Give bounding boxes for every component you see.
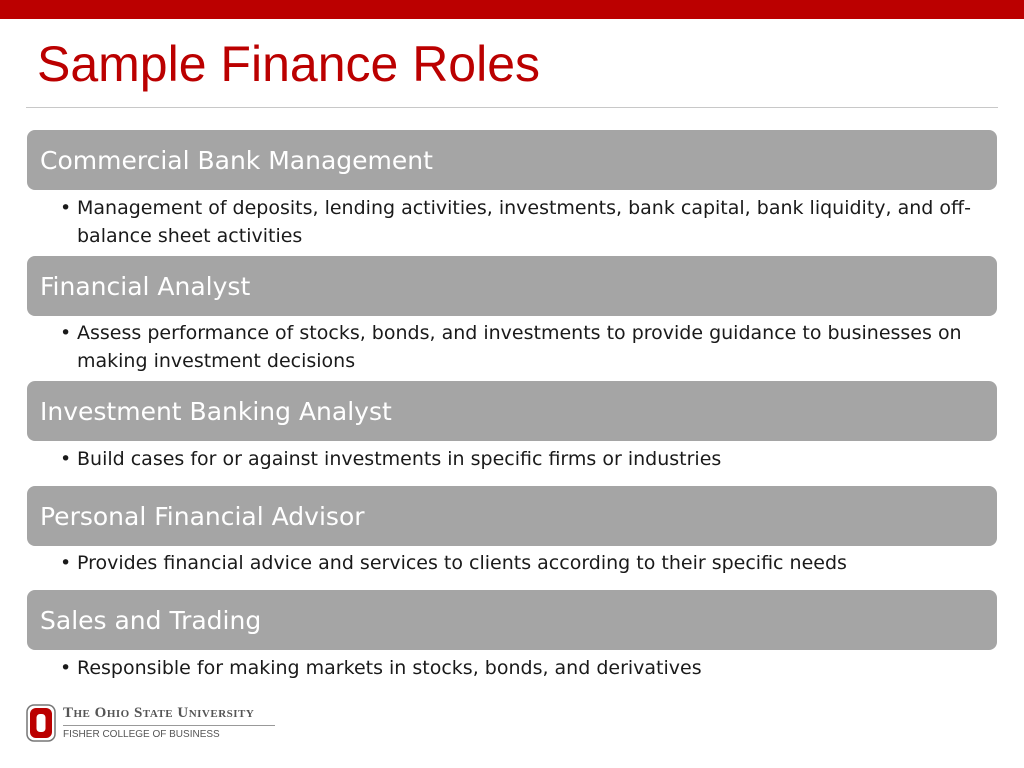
footer-college-name: FISHER COLLEGE OF BUSINESS <box>63 729 220 740</box>
role-name: Investment Banking Analyst <box>40 396 392 426</box>
role-description-sales-and-trading <box>60 654 980 682</box>
bullet-icon: • <box>60 322 72 344</box>
role-description-text: Responsible for making markets in stocks, bonds, and derivatives <box>77 657 702 679</box>
ohio-state-block-o-logo-icon <box>26 704 56 742</box>
bullet-icon: • <box>60 552 72 574</box>
footer-divider <box>63 725 275 726</box>
role-description-commercial-bank-management <box>60 194 980 250</box>
role-header-commercial-bank-management <box>27 130 997 190</box>
role-description-text: Build cases for or against investments in specific firms or industries <box>77 448 722 470</box>
role-description-personal-financial-advisor <box>60 549 980 577</box>
role-description-text: Assess performance of stocks, bonds, and investments to provide guidance to businesses on making investment decisions <box>77 322 962 372</box>
role-description-text: Provides financial advice and services to clients according to their specific needs <box>77 552 847 574</box>
role-name: Financial Analyst <box>40 271 251 301</box>
role-header-sales-and-trading <box>27 590 997 650</box>
title-divider <box>26 107 998 108</box>
role-description-text: Management of deposits, lending activities, investments, bank capital, bank liquidity, and off-balance sheet activities <box>77 197 971 247</box>
role-description-investment-banking-analyst <box>60 445 980 473</box>
role-header-financial-analyst <box>27 256 997 316</box>
role-header-personal-financial-advisor <box>27 486 997 546</box>
role-header-investment-banking-analyst <box>27 381 997 441</box>
role-name: Sales and Trading <box>40 605 262 635</box>
bullet-icon: • <box>60 197 72 219</box>
slide-title: Sample Finance Roles <box>37 36 541 92</box>
bullet-icon: • <box>60 448 72 470</box>
role-name: Personal Financial Advisor <box>40 501 365 531</box>
role-name: Commercial Bank Management <box>40 145 433 175</box>
top-accent-bar <box>0 0 1024 19</box>
bullet-icon: • <box>60 657 72 679</box>
footer-university-name: The Ohio State University <box>63 705 255 721</box>
role-description-financial-analyst <box>60 319 980 375</box>
